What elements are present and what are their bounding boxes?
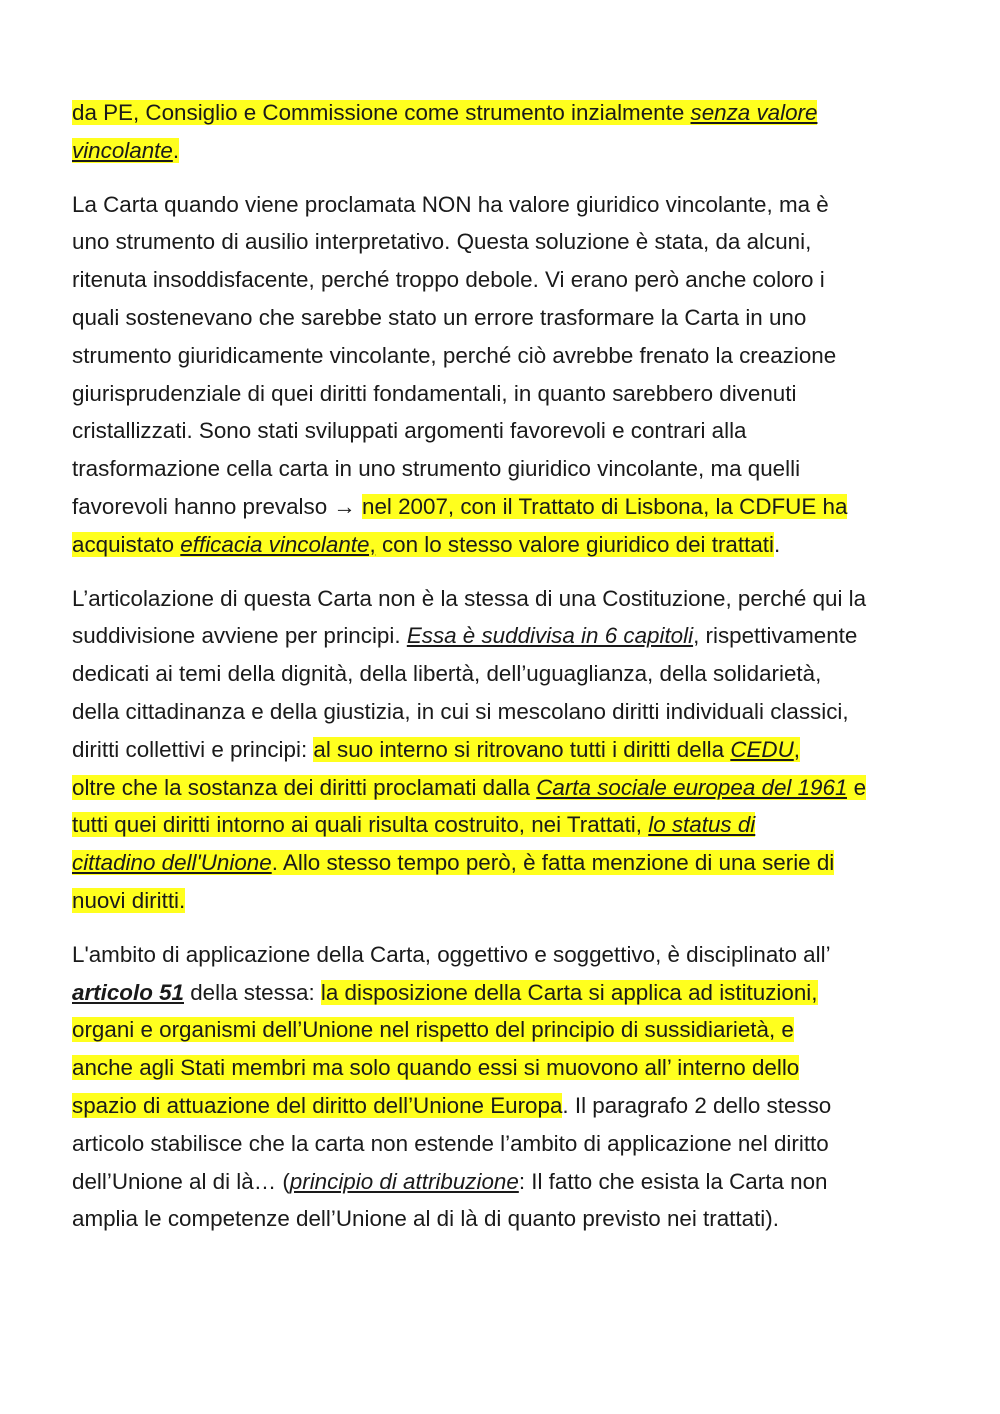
text-run: La Carta quando viene proclamata NON ha valore giuridico vincolante, ma è [72, 191, 829, 217]
text-line [72, 580, 952, 618]
text-run: quali sostenevano che sarebbe stato un errore trasformare la Carta in uno [72, 304, 807, 330]
text-line [72, 655, 952, 693]
text-line [72, 1049, 952, 1087]
text-line [72, 488, 952, 526]
highlighted-text: vincolante [72, 137, 173, 163]
highlighted-text: tutti quei diritti intorno ai quali risulta costruito, nei Trattati, [72, 812, 649, 838]
paragraph-1 [72, 94, 952, 170]
paragraph-3 [72, 580, 952, 920]
text-line [72, 526, 952, 564]
text-line [72, 375, 952, 413]
highlighted-text: . [172, 137, 180, 163]
highlighted-text: cittadino dell'Unione [72, 850, 272, 876]
highlighted-text: senza valore [690, 100, 818, 125]
text-run: della stessa: [184, 979, 321, 1005]
text-line [72, 337, 952, 375]
text-line [72, 1087, 952, 1125]
text-run: strumento giuridicamente vincolante, perché ciò avrebbe frenato la creazione [72, 342, 837, 368]
text-run: diritti collettivi e principi: [72, 736, 314, 762]
text-line [72, 94, 952, 132]
text-run: cristallizzati. Sono stati sviluppati argomenti favorevoli e contrari alla [72, 418, 747, 444]
text-run: ritenuta insoddisfacente, perché troppo debole. Vi erano però anche coloro i [72, 267, 825, 293]
text-line [72, 693, 952, 731]
text-line [72, 261, 952, 299]
highlighted-text: con lo stesso valore giuridico dei trattati [375, 531, 774, 557]
text-line [72, 1011, 952, 1049]
text-line [72, 186, 952, 224]
highlighted-text: Carta sociale europea del 1961 [536, 774, 848, 800]
text-line [72, 1200, 952, 1238]
text-run: . [773, 531, 781, 557]
highlighted-text: lo status di [648, 812, 756, 838]
text-run: . Il paragrafo 2 dello stesso [562, 1092, 832, 1118]
highlighted-text: organi e organismi dell’Unione nel rispetto del principio di sussidiarietà, e [72, 1017, 794, 1043]
text-line [72, 450, 952, 488]
text-line [72, 731, 952, 769]
text-run: favorevoli hanno prevalso → [72, 493, 362, 519]
highlighted-text: CEDU [730, 736, 794, 762]
text-run: : Il fatto che esista la Carta non [518, 1168, 828, 1194]
text-line [72, 223, 952, 261]
highlighted-text: nuovi diritti. [72, 887, 186, 913]
text-line [72, 299, 952, 337]
text-run: della cittadinanza e della giustizia, in cui si mescolano diritti individuali classici, [72, 698, 849, 724]
highlighted-text: , [369, 531, 376, 557]
highlighted-text: la disposizione della Carta si applica ad istituzioni, [320, 979, 818, 1005]
text-line [72, 936, 952, 974]
paragraph-4 [72, 936, 952, 1238]
text-line [72, 882, 952, 920]
highlighted-text: da PE, Consiglio e Commissione come strumento inzialmente [72, 100, 691, 125]
text-run: dedicati ai temi della dignità, della libertà, dell’uguaglianza, della solidarietà, [72, 661, 822, 687]
highlighted-text: e [847, 774, 867, 800]
text-run: dell’Unione al di là… ( [72, 1168, 290, 1194]
text-line [72, 1163, 952, 1201]
text-line [72, 132, 952, 170]
text-run: trasformazione cella carta in uno strumento giuridico vincolante, ma quelli [72, 456, 801, 482]
text-line [72, 1125, 952, 1163]
highlighted-text: anche agli Stati membri ma solo quando essi si muovono all’ interno dello [72, 1055, 800, 1081]
text-run: L'ambito di applicazione della Carta, oggettivo e soggettivo, è disciplinato all’ [72, 941, 831, 967]
highlighted-text: acquistato [72, 531, 181, 557]
text-line [72, 974, 952, 1012]
highlighted-text: , [793, 736, 800, 762]
text-run: uno strumento di ausilio interpretativo. Questa soluzione è stata, da alcuni, [72, 229, 812, 255]
text-line [72, 769, 952, 807]
highlighted-text: nel 2007, con il Trattato di Lisbona, la CDFUE ha [362, 493, 848, 519]
highlighted-text: efficacia vincolante [180, 531, 370, 557]
highlighted-text: spazio di attuazione del diritto dell’Unione Europa [72, 1092, 563, 1118]
highlighted-text: al suo interno si ritrovano tutti i diritti della [313, 736, 731, 762]
text-run: suddivisione avviene per principi. [72, 623, 407, 649]
text-run: giurisprudenziale di quei diritti fondamentali, in quanto sarebbero divenuti [72, 380, 797, 406]
highlighted-text: oltre che la sostanza dei diritti proclamati dalla [72, 774, 537, 800]
highlighted-text: . Allo stesso tempo però, è fatta menzione di una serie di [271, 850, 835, 876]
text-run: articolo 51 [72, 979, 184, 1005]
paragraph-2 [72, 186, 952, 564]
text-line [72, 412, 952, 450]
text-line [72, 806, 952, 844]
text-line [72, 617, 952, 655]
document-page [72, 94, 952, 1254]
text-run: Essa è suddivisa in 6 capitoli [406, 623, 694, 649]
text-run: L’articolazione di questa Carta non è la stessa di una Costituzione, perché qui la [72, 585, 867, 611]
text-run: principio di attribuzione [289, 1168, 519, 1194]
text-run: , rispettivamente [693, 623, 858, 649]
text-line [72, 844, 952, 882]
text-run: amplia le competenze dell’Unione al di là di quanto previsto nei trattati). [72, 1206, 779, 1232]
text-run: articolo stabilisce che la carta non estende l’ambito di applicazione nel diritto [72, 1130, 829, 1156]
